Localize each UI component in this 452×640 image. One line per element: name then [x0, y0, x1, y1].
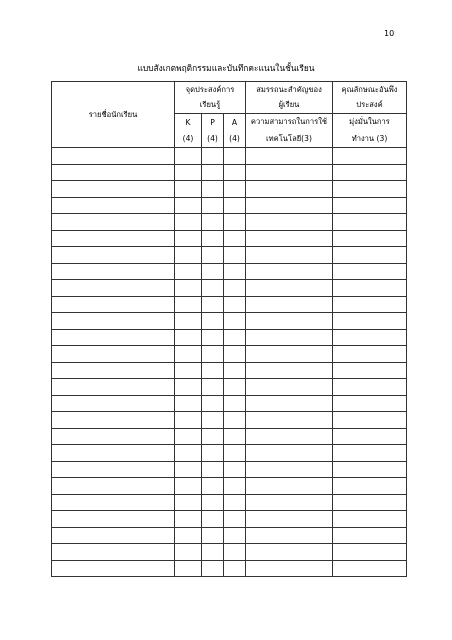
table-cell — [333, 296, 407, 313]
competency-item-line2: เทคโนโลยี(3) — [246, 130, 333, 148]
table-cell — [175, 230, 202, 247]
table-cell — [175, 280, 202, 297]
table-row — [52, 461, 407, 478]
table-cell — [52, 494, 175, 511]
table-cell — [333, 164, 407, 181]
table-cell — [175, 296, 202, 313]
table-cell — [333, 478, 407, 495]
table-row — [52, 527, 407, 544]
table-cell — [175, 494, 202, 511]
table-cell — [333, 362, 407, 379]
k-score: (4) — [175, 130, 202, 148]
table-row — [52, 214, 407, 231]
table-cell — [224, 214, 246, 231]
table-cell — [202, 527, 224, 544]
table-cell — [224, 362, 246, 379]
table-cell — [175, 247, 202, 264]
table-cell — [175, 560, 202, 577]
table-cell — [202, 544, 224, 561]
table-cell — [224, 445, 246, 462]
table-cell — [246, 544, 333, 561]
table-cell — [202, 197, 224, 214]
table-cell — [52, 164, 175, 181]
table-cell — [246, 346, 333, 363]
table-cell — [333, 511, 407, 528]
table-row — [52, 263, 407, 280]
table-cell — [333, 280, 407, 297]
table-cell — [224, 527, 246, 544]
table-cell — [224, 461, 246, 478]
table-cell — [224, 313, 246, 330]
page-number: 10 — [384, 29, 395, 38]
competency-header-line2: ผู้เรียน — [246, 97, 333, 114]
objectives-header-line1: จุดประสงค์การ — [175, 82, 246, 98]
table-cell — [175, 329, 202, 346]
student-name-header: รายชื่อนักเรียน — [52, 82, 175, 148]
table-cell — [246, 379, 333, 396]
table-cell — [333, 346, 407, 363]
table-cell — [246, 478, 333, 495]
table-cell — [246, 280, 333, 297]
table-cell — [202, 263, 224, 280]
table-cell — [52, 181, 175, 198]
table-cell — [333, 214, 407, 231]
table-row — [52, 313, 407, 330]
table-cell — [202, 164, 224, 181]
table-cell — [224, 164, 246, 181]
table-cell — [333, 560, 407, 577]
table-cell — [246, 560, 333, 577]
table-row — [52, 197, 407, 214]
table-cell — [52, 313, 175, 330]
table-cell — [224, 511, 246, 528]
table-cell — [52, 296, 175, 313]
table-cell — [246, 296, 333, 313]
table-cell — [175, 395, 202, 412]
table-cell — [333, 181, 407, 198]
table-row — [52, 346, 407, 363]
table-cell — [202, 412, 224, 429]
table-cell — [175, 461, 202, 478]
table-cell — [52, 362, 175, 379]
table-cell — [202, 313, 224, 330]
table-cell — [333, 461, 407, 478]
table-cell — [333, 544, 407, 561]
table-cell — [246, 395, 333, 412]
table-cell — [246, 263, 333, 280]
table-cell — [202, 511, 224, 528]
characteristic-header-line2: ประสงค์ — [333, 97, 407, 114]
table-cell — [202, 296, 224, 313]
p-score: (4) — [202, 130, 224, 148]
table-row — [52, 181, 407, 198]
table-cell — [52, 527, 175, 544]
table-cell — [333, 494, 407, 511]
table-cell — [333, 412, 407, 429]
table-cell — [246, 445, 333, 462]
table-cell — [224, 395, 246, 412]
table-cell — [246, 247, 333, 264]
table-cell — [202, 230, 224, 247]
table-cell — [175, 445, 202, 462]
table-cell — [175, 263, 202, 280]
table-cell — [202, 148, 224, 165]
table-row — [52, 560, 407, 577]
table-cell — [333, 329, 407, 346]
table-cell — [246, 412, 333, 429]
table-cell — [202, 494, 224, 511]
table-cell — [202, 379, 224, 396]
table-cell — [224, 560, 246, 577]
table-cell — [224, 263, 246, 280]
characteristic-header-line1: คุณลักษณะอันพึง — [333, 82, 407, 98]
table-cell — [175, 197, 202, 214]
table-cell — [202, 346, 224, 363]
table-row — [52, 494, 407, 511]
table-row — [52, 428, 407, 445]
table-cell — [333, 445, 407, 462]
competency-item-line1: ความสามารถในการใช้ — [246, 114, 333, 131]
table-row — [52, 511, 407, 528]
table-cell — [333, 230, 407, 247]
table-cell — [202, 181, 224, 198]
table-cell — [52, 148, 175, 165]
table-row — [52, 280, 407, 297]
table-cell — [246, 511, 333, 528]
a-label: A — [224, 114, 246, 131]
k-label: K — [175, 114, 202, 131]
table-cell — [224, 412, 246, 429]
table-cell — [52, 560, 175, 577]
table-cell — [333, 247, 407, 264]
table-cell — [202, 445, 224, 462]
table-cell — [246, 527, 333, 544]
table-cell — [224, 280, 246, 297]
table-cell — [175, 511, 202, 528]
table-cell — [175, 313, 202, 330]
table-cell — [175, 181, 202, 198]
table-cell — [52, 247, 175, 264]
table-cell — [202, 247, 224, 264]
table-row — [52, 478, 407, 495]
table-cell — [175, 148, 202, 165]
document-title: แบบสังเกตพฤติกรรมและบันทึกคะแนนในชั้นเรียน — [137, 63, 315, 73]
table-cell — [175, 412, 202, 429]
student-rows — [52, 148, 407, 577]
table-cell — [333, 197, 407, 214]
table-cell — [224, 247, 246, 264]
table-cell — [246, 461, 333, 478]
table-cell — [333, 263, 407, 280]
table-cell — [202, 478, 224, 495]
score-table — [51, 81, 407, 577]
table-cell — [224, 494, 246, 511]
table-cell — [175, 379, 202, 396]
table-cell — [175, 428, 202, 445]
table-cell — [224, 148, 246, 165]
table-cell — [224, 428, 246, 445]
table-cell — [52, 280, 175, 297]
table-cell — [202, 560, 224, 577]
table-cell — [52, 263, 175, 280]
table-cell — [52, 428, 175, 445]
table-cell — [246, 362, 333, 379]
table-cell — [202, 214, 224, 231]
table-cell — [333, 313, 407, 330]
table-cell — [333, 379, 407, 396]
table-cell — [52, 395, 175, 412]
table-cell — [224, 379, 246, 396]
table-row — [52, 247, 407, 264]
table-cell — [52, 511, 175, 528]
table-cell — [52, 230, 175, 247]
table-cell — [52, 412, 175, 429]
table-cell — [175, 544, 202, 561]
table-cell — [224, 230, 246, 247]
table-row — [52, 412, 407, 429]
table-cell — [246, 148, 333, 165]
table-cell — [333, 428, 407, 445]
table-cell — [333, 395, 407, 412]
table-cell — [202, 280, 224, 297]
table-cell — [224, 329, 246, 346]
a-score: (4) — [224, 130, 246, 148]
table-cell — [52, 461, 175, 478]
table-cell — [175, 478, 202, 495]
table-row — [52, 362, 407, 379]
table-cell — [52, 544, 175, 561]
table-cell — [175, 346, 202, 363]
table-cell — [175, 362, 202, 379]
table-cell — [246, 164, 333, 181]
table-row — [52, 296, 407, 313]
table-cell — [175, 527, 202, 544]
table-row — [52, 379, 407, 396]
objectives-header-line2: เรียนรู้ — [175, 97, 246, 114]
table-cell — [202, 362, 224, 379]
table-cell — [202, 395, 224, 412]
table-cell — [52, 478, 175, 495]
table-cell — [52, 197, 175, 214]
table-cell — [246, 197, 333, 214]
table-cell — [52, 445, 175, 462]
table-cell — [246, 329, 333, 346]
characteristic-item-line2: ทำงาน (3) — [333, 130, 407, 148]
table-cell — [246, 214, 333, 231]
table-cell — [52, 346, 175, 363]
table-cell — [246, 313, 333, 330]
table-cell — [333, 148, 407, 165]
table-cell — [52, 329, 175, 346]
table-cell — [246, 181, 333, 198]
table-cell — [224, 197, 246, 214]
table-cell — [175, 214, 202, 231]
table-row — [52, 395, 407, 412]
table-cell — [333, 527, 407, 544]
table-row — [52, 445, 407, 462]
characteristic-item-line1: มุ่งมั่นในการ — [333, 114, 407, 131]
table-cell — [224, 544, 246, 561]
table-cell — [224, 296, 246, 313]
table-cell — [246, 230, 333, 247]
table-row — [52, 164, 407, 181]
table-row — [52, 544, 407, 561]
p-label: P — [202, 114, 224, 131]
table-cell — [52, 379, 175, 396]
table-row — [52, 329, 407, 346]
table-cell — [202, 428, 224, 445]
table-row — [52, 230, 407, 247]
table-cell — [202, 461, 224, 478]
table-cell — [202, 329, 224, 346]
table-cell — [224, 181, 246, 198]
table-cell — [52, 214, 175, 231]
table-cell — [175, 164, 202, 181]
table-cell — [246, 428, 333, 445]
table-cell — [224, 478, 246, 495]
table-cell — [224, 346, 246, 363]
competency-header-line1: สมรรถนะสำคัญของ — [246, 82, 333, 98]
table-cell — [246, 494, 333, 511]
table-row — [52, 148, 407, 165]
